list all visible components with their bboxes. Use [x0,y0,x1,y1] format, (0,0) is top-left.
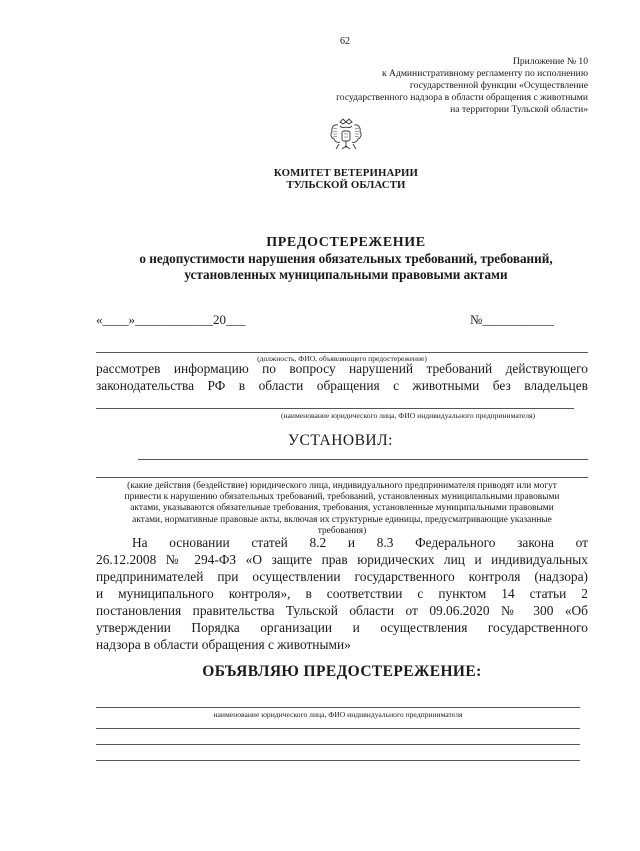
note-line: привести к нарушению обязательных требований, требований, установленных муниципальными правовыми [124,492,560,503]
note-line: актами, указываются обязательные требования, требования, установленные муниципальными правовыми [130,503,554,514]
basis-line: предпринимателей при осуществлении государственного контроля (надзора) [96,569,588,584]
document-title [100,235,592,283]
entity-caption: (наименование юридического лица, ФИО индивидуального предпринимателя) [280,411,536,420]
findings-blank-line [96,477,588,478]
note-line: (какие действия (бездействие) юридического лица, индивидуального предпринимателя приводят или могут [127,481,557,491]
basis-line: и муниципального контроля», в соответствии с пунктом 14 статьи 2 [96,586,588,601]
committee-line: ТУЛЬСКОЙ ОБЛАСТИ [286,179,406,191]
official-caption: (должность, ФИО, объявляющего предостережение) [257,354,427,363]
entity-blank-line [96,408,574,409]
basis-line: 26.12.2008 № 294-ФЗ «О защите прав юридических лиц и индивидуальных [96,552,588,567]
basis-line: постановления правительства Тульской области от 09.06.2020 № 300 «Об [96,603,588,618]
title-subline: установленных муниципальными правовыми актами [184,267,508,282]
actions-note [96,481,588,537]
number-field: №___________ [470,312,554,327]
appendix-line: государственной функции «Осуществление [409,80,588,91]
considered-line: рассмотрев информацию по вопросу нарушений требований действующего [96,361,588,376]
basis-paragraph [96,534,588,653]
page-number: 62 [340,36,350,47]
recipient-blank-line [96,707,580,708]
recipient-blank-line [96,760,580,761]
title-heading: ПРЕДОСТЕРЕЖЕНИЕ [266,235,426,250]
basis-line: надзора в области обращения с животными» [96,637,351,652]
note-line: требования) [317,525,367,536]
appendix-line: государственного надзора в области обращения с животными [336,92,588,103]
considered-line: законодательства РФ в области обращения с животными без владельцев [96,378,588,393]
basis-line: На основании статей 8.2 и 8.3 Федерального закона от [132,535,588,550]
appendix-line: Приложение № 10 [512,56,588,67]
official-blank-line [96,352,588,353]
title-subline: о недопустимости нарушения обязательных требований, требований, [139,251,553,266]
committee-line: КОМИТЕТ ВЕТЕРИНАРИИ [273,167,419,179]
committee-name [230,167,462,191]
russian-coat-of-arms-icon [326,116,366,156]
established-heading: УСТАНОВИЛ: [288,432,393,449]
findings-blank-line [138,459,588,460]
recipient-blank-line [96,728,580,729]
declare-heading: ОБЪЯВЛЯЮ ПРЕДОСТЕРЕЖЕНИЕ: [202,663,482,680]
recipient-caption: наименование юридического лица, ФИО индивидуального предпринимателя [213,710,463,719]
recipient-blank-line [96,744,580,745]
note-line: актами, нормативные правовые акты, включая их структурные единицы, предусматривающие указанные [132,514,552,525]
appendix-line: на территории Тульской области» [450,104,588,115]
basis-line: утверждении Порядка организации и осуществления государственного [96,620,588,635]
date-field: «____»____________20___ [96,312,246,327]
appendix-line: к Административному регламенту по исполнению [381,68,588,79]
appendix-note [288,56,588,116]
considered-paragraph [96,360,588,394]
